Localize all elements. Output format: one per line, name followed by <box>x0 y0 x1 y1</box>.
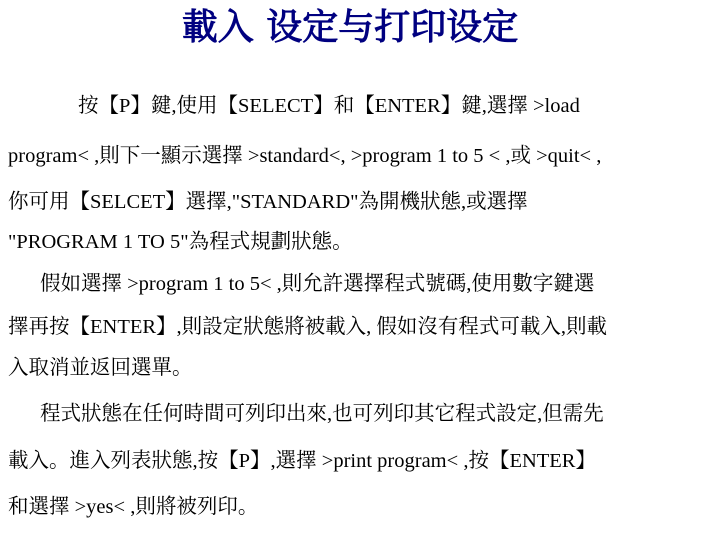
paragraph-line: 假如選擇 >program 1 to 5< ,則允許選擇程式號碼,使用數字鍵選 <box>40 273 595 295</box>
paragraph-line: 按【P】鍵,使用【SELECT】和【ENTER】鍵,選擇 >load <box>78 95 580 117</box>
paragraph-line: program< ,則下一顯示選擇 >standard<, >program 1 to 5 < ,或 >quit< , <box>8 145 602 167</box>
paragraph-line: 你可用【SELCET】選擇,"STANDARD"為開機狀態,或選擇 <box>8 191 528 213</box>
page-title: 載入 设定与打印设定 <box>181 7 519 48</box>
paragraph-line: 程式狀態在任何時間可列印出來,也可列印其它程式設定,但需先 <box>40 403 604 425</box>
paragraph-line: 擇再按【ENTER】,則設定狀態將被載入, 假如沒有程式可載入,則載 <box>8 316 608 338</box>
paragraph-line: 和選擇 >yes< ,則將被列印。 <box>8 496 259 518</box>
paragraph-line: 入取消並返回選單。 <box>8 357 193 379</box>
paragraph-line: 載入。進入列表狀態,按【P】,選擇 >print program< ,按【ENTER】 <box>8 450 596 472</box>
paragraph-line: "PROGRAM 1 TO 5"為程式規劃狀態。 <box>8 231 353 253</box>
